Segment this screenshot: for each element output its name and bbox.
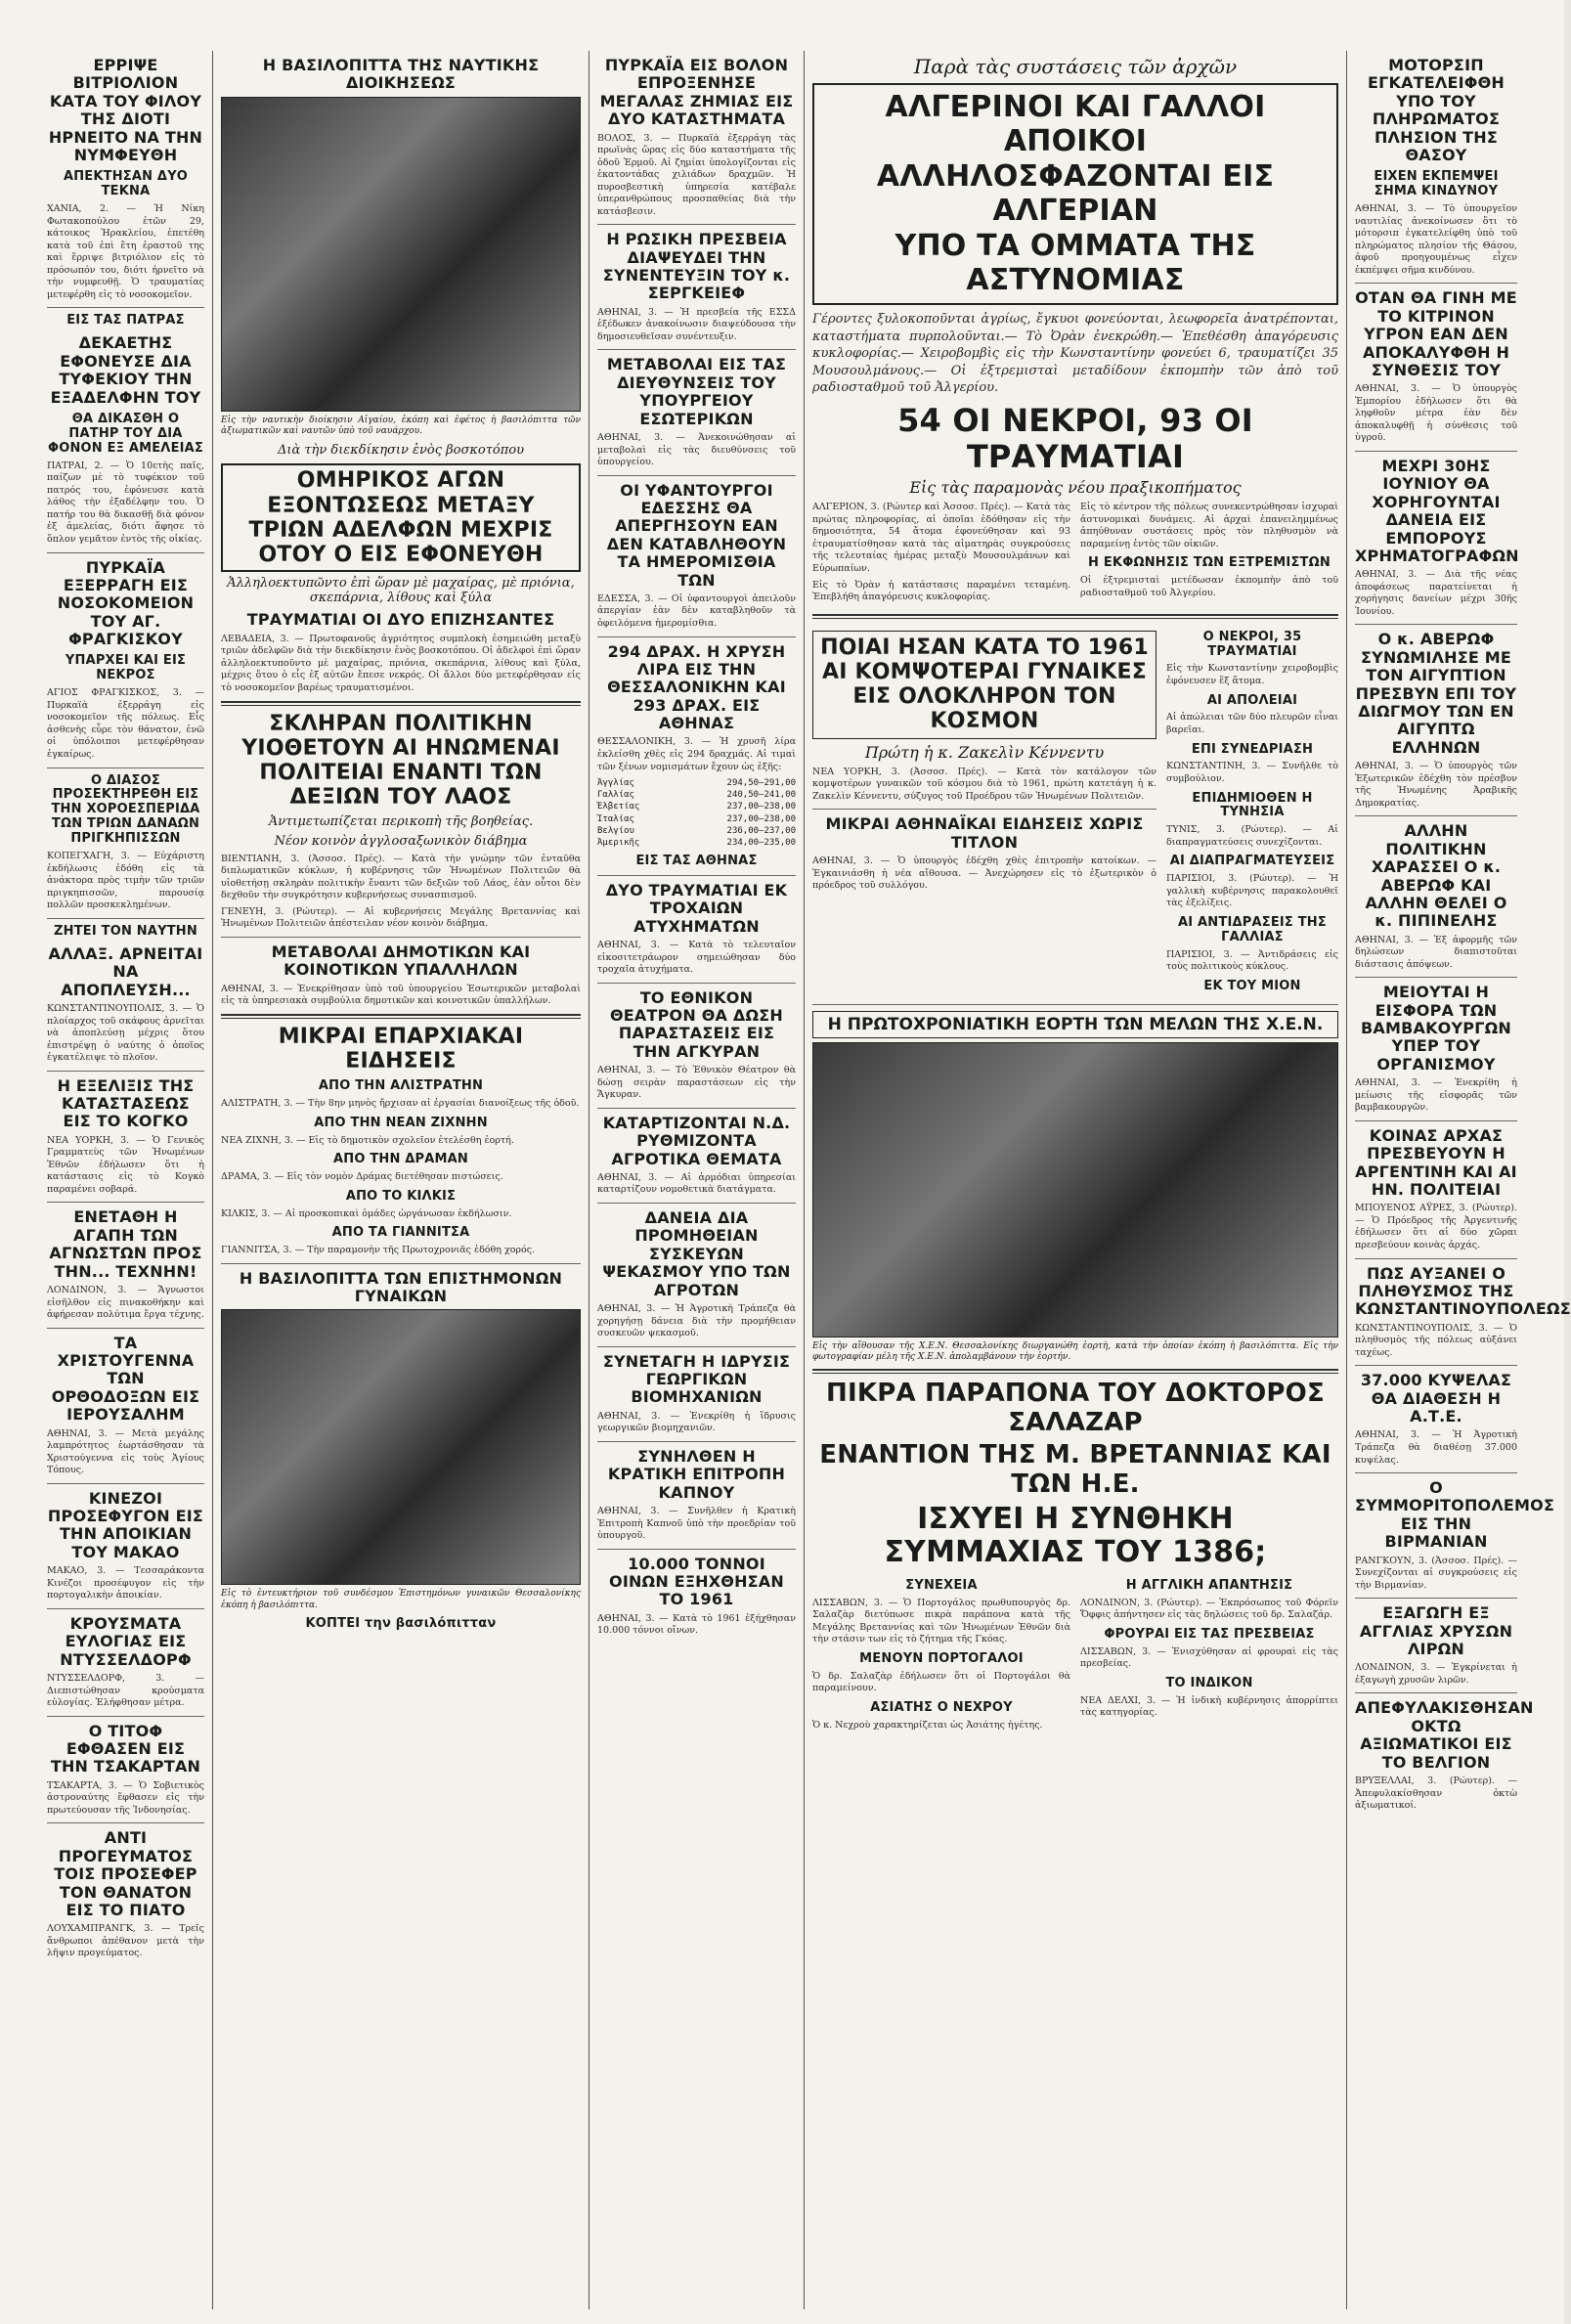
headline: ΜΕΤΑΒΟΛΑΙ ΕΙΣ ΤΑΣ ΔΙΕΥΘΥΝΣΕΙΣ ΤΟΥ ΥΠΟΥΡΓΕΙΟΥ ΕΣΩΤΕΡΙΚΩΝ — [606, 355, 787, 428]
article-body: ΑΘΗΝΑΙ, 3. — Ὁ ὑπουργὸς τῶν Ἐξωτερικῶν ἐδέχθη τὸν πρέσβυν τῆς Ἡνωμένης Ἀραβικῆς Δημοκρατίας. — [1355, 761, 1517, 809]
article-body: ΠΑΡΙΣΙΟΙ, 3. — Ἀντιδράσεις εἰς τοὺς πολιτικοὺς κύκλους. — [1166, 948, 1338, 973]
section-label: ΕΚ ΤΟΥ ΜΙΟΝ — [1203, 978, 1301, 993]
section-label: ΣΥΝΕΧΕΙΑ — [905, 1577, 978, 1593]
article-body: ΑΘΗΝΑΙ, 3. — Τὸ ὑπουργεῖον ναυτιλίας ἀνεκοίνωσεν ὅτι τὸ μότορσιπ ἐγκατελείφθη ὑπὸ τοῦ πληρώματος πλησίον τῆς Θάσου, ἀφοῦ προηγουμένως εἶχεν ἐκπέμψει σῆμα κινδύνου. — [1355, 203, 1517, 276]
headline: ΜΕΙΟΥΤΑΙ Η ΕΙΣΦΟΡΑ ΤΩΝ ΒΑΜΒΑΚΟΥΡΓΩΝ ΥΠΕΡ ΤΟΥ ΟΡΓΑΝΙΣΜΟΥ — [1361, 983, 1511, 1074]
subheadline: Εἰς τὰς παραμονὰς νέου πραξικοπήματος — [909, 478, 1242, 498]
table-row: Βελγίου 236,00—237,00 — [597, 825, 796, 836]
article-body: Εἰς τὴν Κωνσταντίνην χειροβομβὶς ἐφόνευσεν ἕξ ἄτομα. — [1166, 663, 1338, 686]
photo-caption: Εἰς τὴν αἴθουσαν τῆς Χ.Ε.Ν. Θεσσαλονίκης διωργανώθη ἑορτὴ, κατὰ τὴν ὁποίαν ἐκόπη ἡ βασιλόπιττα. Εἰς τὴν φωτογραφίαν μέλη τῆς Χ.Ε.Ν. ἀπολαμβάνουν τὴν ἑορτήν. — [812, 1340, 1338, 1363]
headline: ΚΙΝΕΖΟΙ ΠΡΟΣΕΦΥΓΟΝ ΕΙΣ ΤΗΝ ΑΠΟΙΚΙΑΝ ΤΟΥ ΜΑΚΑΟ — [47, 1488, 204, 1561]
column-3 — [589, 51, 804, 2309]
article-body: ΝΕΑ ΔΕΛΧΙ, 3. — Ἡ ἰνδικὴ κυβέρνησις ἀπορρίπτει τὰς κατηγορίας. — [1080, 1694, 1338, 1719]
headline: ΣΥΝΕΤΑΓΗ Η ΙΔΡΥΣΙΣ ΓΕΩΡΓΙΚΩΝ ΒΙΟΜΗΧΑΝΙΩΝ — [602, 1351, 791, 1407]
divider — [812, 1369, 1338, 1374]
article-body: ΑΘΗΝΑΙ, 3. — Συνῆλθεν ἡ Κρατικὴ Ἐπιτροπὴ Καπνοῦ ὑπὸ τὴν προεδρίαν τοῦ ὑπουργοῦ. — [597, 1505, 796, 1542]
table-row: Ἀμερικῆς 234,00—235,00 — [597, 837, 796, 848]
article-body: ΠΑΡΙΣΙΟΙ, 3. (Ρώυτερ). — Ἡ γαλλικὴ κυβέρνησις παρακολουθεῖ τὰς ἐξελίξεις. — [1166, 873, 1338, 909]
divider — [47, 307, 204, 308]
section-label: ΑΙ ΔΙΑΠΡΑΓΜΑΤΕΥΣΕΙΣ — [1169, 854, 1335, 869]
article-body: ΛΙΣΣΑΒΩΝ, 3. — Ἐνισχύθησαν αἱ φρουραὶ εἰς τὰς πρεσβείας. — [1080, 1645, 1338, 1670]
section-label: ΑΠΟ ΤΗΝ ΝΕΑΝ ΖΙΧΝΗΝ — [314, 1115, 488, 1130]
headline: ΜΙΚΡΑΙ ΕΠΑΡΧΙΑΚΑΙ ΕΙΔΗΣΕΙΣ — [278, 1024, 524, 1074]
headline: ΠΙΚΡΑ ΠΑΡΑΠΟΝΑ ΤΟΥ ΔΟΚΤΟΡΟΣ ΣΑΛΑΖΑΡ — [826, 1379, 1325, 1438]
article-body: ΑΘΗΝΑΙ, 3. — Ἐνεκρίθη ἡ μείωσις τῆς εἰσφορᾶς τῶν βαμβακουργῶν. — [1355, 1077, 1517, 1114]
section-label: ΑΙ ΑΝΤΙΔΡΑΣΕΙΣ ΤΗΣ ΓΑΛΛΙΑΣ — [1178, 914, 1327, 944]
article-body: Εἰς τὸ Ὀρὰν ἡ κατάστασις παραμένει τεταμένη. Ἐπεβλήθη ἀπαγόρευσις κυκλοφορίας. — [812, 579, 1070, 603]
main-headline: ΥΠΟ ΤΑ ΟΜΜΑΤΑ ΤΗΣ ΑΣΤΥΝΟΜΙΑΣ — [895, 229, 1256, 297]
divider — [597, 983, 796, 984]
article-body: ΒΡΥΞΕΛΛΑΙ, 3. (Ρώυτερ). — Ἀπεφυλακίσθησαν ὀκτὼ ἀξιωματικοί. — [1355, 1776, 1517, 1812]
headline: 10.000 ΤΟΝΝΟΙ ΟΙΝΩΝ ΕΞΗΧΘΗΣΑΝ ΤΟ 1961 — [609, 1554, 784, 1609]
divider — [1355, 1598, 1517, 1599]
article-body: ΛΟΝΔΙΝΟΝ, 3. (Ρώυτερ). — Ἐκπρόσωπος τοῦ Φόρεϊν Ὄφφις ἀπήντησεν εἰς τὰς δηλώσεις τοῦ δρ. Σαλαζάρ. — [1080, 1597, 1338, 1621]
divider — [812, 809, 1156, 810]
article-body: ΑΘΗΝΑΙ, 3. — Αἱ ἁρμόδιαι ὑπηρεσίαι καταρτίζουν νομοθετικὰ διατάγματα. — [597, 1171, 796, 1196]
headline: ΜΕΤΑΒΟΛΑΙ ΔΗΜΟΤΙΚΩΝ ΚΑΙ ΚΟΙΝΟΤΙΚΩΝ ΥΠΑΛΛΗΛΩΝ — [271, 942, 531, 980]
headline: ΤΑ ΧΡΙΣΤΟΥΓΕΝΝΑ ΤΩΝ ΟΡΘΟΔΟΞΩΝ ΕΙΣ ΙΕΡΟΥΣΑΛΗΜ — [51, 1333, 200, 1425]
photo-caption: Εἰς τὴν ναυτικὴν διοίκησιν Αἰγαίου, ἐκόπη καὶ ἐφέτος ἡ βασιλόπιττα τῶν ἀξιωματικῶν καὶ ναυτῶν ὑπὸ τοῦ ναυάρχου. — [221, 415, 581, 437]
article-body: Ὁ κ. Νεχροὺ χαρακτηρίζεται ὡς Ἀσιάτης ἡγέτης. — [812, 1719, 1043, 1731]
article-body: Αἱ ἀπώλειαι τῶν δύο πλευρῶν εἶναι βαρεῖαι. — [1166, 712, 1338, 735]
article-body: ΚΩΝΣΤΑΝΤΙΝΟΥΠΟΛΙΣ, 3. — Ὁ πληθυσμὸς τῆς πόλεως αὐξάνει ταχέως. — [1355, 1322, 1517, 1358]
table-row: Ἑλβετίας 237,00—238,00 — [597, 802, 796, 812]
headline: ΤΟ ΕΘΝΙΚΟΝ ΘΕΑΤΡΟΝ ΘΑ ΔΩΣΗ ΠΑΡΑΣΤΑΣΕΙΣ ΕΙΣ ΤΗΝ ΑΓΚΥΡΑΝ — [610, 987, 783, 1061]
subheadline: Πρώτη ἡ κ. Ζακελὶν Κέννεντυ — [864, 742, 1105, 762]
section-label: ΖΗΤΕΙ ΤΟΝ ΝΑΥΤΗΝ — [54, 923, 197, 939]
photo-title: Η ΒΑΣΙΛΟΠΙΤΤΑ ΤΩΝ ΕΠΙΣΤΗΜΟΝΩΝ ΓΥΝΑΙΚΩΝ — [239, 1268, 563, 1306]
section-label: ΜΕΝΟΥΝ ΠΟΡΤΟΓΑΛΟΙ — [859, 1650, 1024, 1666]
headline: ΠΟΙΑΙ ΗΣΑΝ ΚΑΤΑ ΤΟ 1961 ΑΙ ΚΟΜΨΟΤΕΡΑΙ ΓΥΝΑΙΚΕΣ ΕΙΣ ΟΛΟΚΛΗΡΟΝ ΤΟΝ ΚΟΣΜΟΝ — [812, 631, 1156, 739]
photo-caption: Εἰς τὸ ἐντευκτήριον τοῦ συνδέσμου Ἐπιστημόνων γυναικῶν Θεσσαλονίκης ἐκόπη ἡ βασιλόπιττα. — [221, 1589, 581, 1610]
photo-title: Η ΒΑΣΙΛΟΠΙΤΤΑ ΤΗΣ ΝΑΥΤΙΚΗΣ ΔΙΟΙΚΗΣΕΩΣ — [262, 56, 540, 93]
article-body: ΑΘΗΝΑΙ, 3. — Ἡ πρεσβεία τῆς ΕΣΣΔ ἐξέδωκεν ἀνακοίνωσιν διαψεύδουσα τὴν δημοσιευθεῖσαν συνέντευξιν. — [597, 306, 796, 342]
headline: 294 ΔΡΑΧ. Η ΧΡΥΣΗ ΛΙΡΑ ΕΙΣ ΤΗΝ ΘΕΣΣΑΛΟΝΙΚΗΝ ΚΑΙ 293 ΔΡΑΧ. ΕΙΣ ΑΘΗΝΑΣ — [607, 641, 786, 733]
subheadline: Νέον κοινὸν ἀγγλοσαξωνικὸν διάβημα — [274, 833, 528, 849]
divider — [597, 1346, 796, 1347]
divider — [221, 1014, 581, 1019]
article-body: ΑΘΗΝΑΙ, 3. — Ἡ Ἀγροτικὴ Τράπεζα θὰ διαθέσῃ 37.000 κυψέλας. — [1355, 1429, 1517, 1466]
divider — [1355, 1120, 1517, 1121]
headline: ΕΡΡΙΨΕ ΒΙΤΡΙΟΛΙΟΝ ΚΑΤΑ ΤΟΥ ΦΙΛΟΥ ΤΗΣ ΔΙΟΤΙ ΗΡΝΕΙΤΟ ΝΑ ΤΗΝ ΝΥΜΦΕΥΘΗ — [48, 56, 203, 164]
article-body: ΓΙΑΝΝΙΤΣΑ, 3. — Τὴν παραμονὴν τῆς Πρωτοχρονιᾶς ἐδόθη χορός. — [221, 1245, 536, 1256]
article-body: ΛΟΥΧΑΜΠΡΑΝΓΚ, 3. — Τρεῖς ἄνθρωποι ἀπέθανον μετὰ τὴν λῆψιν προγεύματος. — [47, 1923, 204, 1959]
headline: ΚΑΤΑΡΤΙΖΟΝΤΑΙ Ν.Δ. ΡΥΘΜΙΖΟΝΤΑ ΑΓΡΟΤΙΚΑ ΘΕΜΑΤΑ — [602, 1113, 791, 1168]
headline: ΟΙ ΥΦΑΝΤΟΥΡΓΟΙ ΕΔΕΣΣΗΣ ΘΑ ΑΠΕΡΓΗΣΟΥΝ ΕΑΝ ΔΕΝ ΚΑΤΑΒΛΗΘΟΥΝ ΤΑ ΗΜΕΡΟΜΙΣΘΙΑ ΤΩΝ — [606, 480, 787, 590]
main-headline-box — [812, 83, 1338, 305]
article-body: Ὁ δρ. Σαλαζὰρ ἐδήλωσεν ὅτι οἱ Πορτογάλοι θὰ παραμείνουν. — [812, 1670, 1070, 1694]
section-label: ΕΙΣ ΤΑΣ ΑΘΗΝΑΣ — [635, 853, 758, 868]
photo-caption: ΚΟΠΤΕΙ την βασιλόπιτταν — [305, 1615, 497, 1631]
subheadline: Ἀλληλοεκτυπῶντο ἐπὶ ὥραν μὲ μαχαίρας, μὲ πριόνια, σκεπάρνια, λίθους καὶ ξύλα — [227, 576, 575, 606]
article-body: ΧΑΝΙΑ, 2. — Ἡ Νίκη Φωτακοπούλου ἐτῶν 29, κάτοικος Ἠρακλείου, ἐπετέθη κατὰ τοῦ ἐπὶ ἔτη ἐραστοῦ της καὶ ἔρριψε βιτριόλιον εἰς τὸ πρόσωπόν του, διότι ἠρνεῖτο νὰ τὴν νυμφευθῇ. Ὁ τραυματίας μετεφέρθη εἰς τὸ νοσοκομεῖον. — [47, 203, 204, 300]
article-body: ΑΘΗΝΑΙ, 3. — Ἐξ ἀφορμῆς τῶν δηλώσεων διαπιστοῦται διάστασις ἀπόψεων. — [1355, 934, 1517, 970]
headline: Ο ΣΥΜΜΟΡΙΤΟΠΟΛΕΜΟΣ ΕΙΣ ΤΗΝ ΒΙΡΜΑΝΙΑΝ — [1355, 1478, 1555, 1552]
divider — [597, 1108, 796, 1109]
article-body: ΑΘΗΝΑΙ, 3. — Ἡ Ἀγροτικὴ Τράπεζα θὰ χορηγήσῃ δάνεια διὰ τὴν προμήθειαν συσκευῶν ψεκασμοῦ. — [597, 1302, 796, 1339]
article-body: ΚΩΝΣΤΑΝΤΙΝΗ, 3. — Συνῆλθε τὸ συμβούλιον. — [1166, 761, 1338, 784]
divider — [1355, 977, 1517, 978]
headline: ΔΕΚΑΕΤΗΣ ΕΦΟΝΕΥΣΕ ΔΙΑ ΤΥΦΕΚΙΟΥ ΤΗΝ ΕΞΑΔΕΛΦΗΝ ΤΟΥ — [50, 333, 201, 407]
divider — [597, 636, 796, 637]
main-headline: ΑΛΓΕΡΙΝΟΙ ΚΑΙ ΓΑΛΛΟΙ ΑΠΟΙΚΟΙ — [885, 90, 1266, 158]
divider — [1355, 1472, 1517, 1473]
divider — [47, 1716, 204, 1717]
article-body: ΝΕΑ ΖΙΧΝΗ, 3. — Εἰς τὸ δημοτικὸν σχολεῖον ἐτελέσθη ἑορτή. — [221, 1134, 514, 1146]
headline: ΔΑΝΕΙΑ ΔΙΑ ΠΡΟΜΗΘΕΙΑΝ ΣΥΣΚΕΥΩΝ ΨΕΚΑΣΜΟΥ ΥΠΟ ΤΩΝ ΑΓΡΟΤΩΝ — [602, 1208, 791, 1299]
article-body: ΚΩΝΣΤΑΝΤΙΝΟΥΠΟΛΙΣ, 3. — Ὁ πλοίαρχος τοῦ σκάφους ἀρνεῖται νὰ ἀποπλεύσῃ μέχρις ὅτου ἐπιστρέψῃ ὁ ναύτης ὁ ὁποῖος ἐγκατέλειψε τὸ πλοῖον. — [47, 1002, 204, 1064]
headline: ΠΩΣ ΑΥΞΑΝΕΙ Ο ΠΛΗΘΥΣΜΟΣ ΤΗΣ ΚΩΝΣΤΑΝΤΙΝΟΥΠΟΛΕΩΣ — [1355, 1263, 1571, 1319]
column-1 — [39, 51, 212, 2309]
table-row: Ἰταλίας 237,00—238,00 — [597, 813, 796, 824]
main-headline: ΑΛΛΗΛΟΣΦΑΖΟΝΤΑΙ ΕΙΣ ΑΛΓΕΡΙΑΝ — [876, 159, 1275, 228]
currency-table — [597, 777, 796, 849]
headline: Ο ΔΙΑΣΟΣ ΠΡΟΣΕΚΤΗΡΕΘΗ ΕΙΣ ΤΗΝ ΧΟΡΟΕΣΠΕΡΙΔΑ ΤΩΝ ΤΡΙΩΝ ΔΑΝΑΩΝ ΠΡΙΓΚΗΠΙΣΣΩΝ — [51, 772, 200, 847]
article-body: ΑΘΗΝΑΙ, 3. — Διὰ τῆς νέας ἀποφάσεως παρατείνεται ἡ χορήγησις δανείων μέχρι 30ῆς Ἰουνίου. — [1355, 569, 1517, 617]
photo-navy-cake — [221, 97, 581, 412]
divider — [1355, 283, 1517, 284]
section-label: Ο ΝΕΚΡΟΙ, 35 ΤΡΑΥΜΑΤΙΑΙ — [1202, 629, 1302, 659]
headline: 37.000 ΚΥΨΕΛΑΣ ΘΑ ΔΙΑΘΕΣΗ Η Α.Τ.Ε. — [1360, 1371, 1512, 1426]
divider — [597, 349, 796, 350]
headline: ΕΝΕΤΑΘΗ Η ΑΓΑΠΗ ΤΩΝ ΑΓΝΩΣΤΩΝ ΠΡΟΣ ΤΗΝ... ΤΕΧΝΗΝ! — [49, 1207, 202, 1281]
headline: Η ΕΞΕΛΙΞΙΣ ΤΗΣ ΚΑΤΑΣΤΑΣΕΩΣ ΕΙΣ ΤΟ ΚΟΓΚΟ — [57, 1075, 195, 1131]
article-body: ΑΛΓΕΡΙΟΝ, 3. (Ρώυτερ καὶ Ἀσσοσ. Πρές). — Κατὰ τὰς πρώτας πληροφορίας, αἱ ὁποῖαι ἐδόθησαν εἰς τὴν δημοσιότητα, 54 ἄτομα ἐφονεύθησαν καὶ 93 ἐτραυματίσθησαν κατὰ τὰς αἱματηρὰς συγκρούσεις τῆς τελευταίας ἡμέρας μεταξὺ Μουσουλμάνων καὶ Εὐρωπαίων. — [812, 502, 1070, 574]
headline: Η ΡΩΣΙΚΗ ΠΡΕΣΒΕΙΑ ΔΙΑΨΕΥΔΕΙ ΤΗΝ ΣΥΝΕΝΤΕΥΞΙΝ ΤΟΥ κ. ΣΕΡΓΚΕΙΕΦ — [602, 230, 791, 303]
headline: ΙΣΧΥΕΙ Η ΣΥΝΘΗΚΗ ΣΥΜΜΑΧΙΑΣ ΤΟΥ 1386; — [884, 1501, 1267, 1570]
headline: ΕΞΑΓΩΓΗ ΕΞ ΑΓΓΛΙΑΣ ΧΡΥΣΩΝ ΛΙΡΩΝ — [1359, 1603, 1513, 1658]
divider — [812, 614, 1338, 619]
divider — [597, 475, 796, 476]
kicker: Διὰ τὴν διεκδίκησιν ἑνὸς βοσκοτόπου — [277, 443, 525, 459]
subheadline: ΤΡΑΥΜΑΤΙΑΙ ΟΙ ΔΥΟ ΕΠΙΖΗΣΑΝΤΕΣ — [246, 610, 555, 630]
article-body: ΝΕΑ ΥΟΡΚΗ, 3. — Ὁ Γενικὸς Γραμματεὺς τῶν Ἡνωμένων Ἐθνῶν ἐδήλωσεν ὅτι ἡ κατάστασις εἰς τὸ Κογκὸ παραμένει σοβαρά. — [47, 1134, 204, 1195]
article-body: ΒΟΛΟΣ, 3. — Πυρκαϊὰ ἐξερράγη τὰς πρωϊνὰς ὥρας εἰς δύο καταστήματα τῆς ὁδοῦ Ἑρμοῦ. Αἱ ζημίαι ὑπολογίζονται εἰς ἑκατοντάδας χιλιάδων δραχμῶν. Ἡ πυροσβεστικὴ ὑπηρεσία κατέβαλε ὑπερανθρώπους προσπαθείας διὰ τὴν κατάσβεσιν. — [597, 132, 796, 217]
lower-right — [1166, 625, 1338, 998]
divider — [597, 1203, 796, 1204]
headline: ΑΠΕΦΥΛΑΚΙΣΘΗΣΑΝ ΟΚΤΩ ΑΞΙΩΜΑΤΙΚΟΙ ΕΙΣ ΤΟ ΒΕΛΓΙΟΝ — [1355, 1698, 1534, 1772]
divider — [47, 1608, 204, 1609]
column-5 — [1347, 51, 1571, 2309]
deck: Γέροντες ξυλοκοποῦνται ἀγρίως, ἔγκυοι φονεύονται, λεωφορεῖα ἀνατρέπονται, καταστήματα πυρπολοῦνται.— Τὸ Ὀρὰν ἐνεκρώθη.— Ἐπεθέσθη ἀπαγόρευσις κυκλοφορίας.— Χειροβομβὶς εἰς τὴν Κωνσταντίνην φονεύει 6, τραυματίζει 35 Μουσουλμάνους.— Οἱ ἐξτρεμισταὶ μεταδίδουν ἐκπομπὴν τῶν ἀπὸ τοῦ ραδιοσταθμοῦ τοῦ Ἀλγερίου. — [812, 312, 1338, 396]
section-label: ΑΙ ΑΠΟΛΕΙΑΙ — [1206, 692, 1298, 708]
headline: ΠΥΡΚΑΪΑ ΕΞΕΡΡΑΓΗ ΕΙΣ ΝΟΣΟΚΟΜΕΙΟΝ ΤΟΥ ΑΓ. ΦΡΑΓΚΙΣΚΟΥ — [57, 557, 195, 649]
section-label: ΕΠΙΔΗΜΙΟΘΕΝ Η ΤΥΝΗΣΙΑ — [1192, 790, 1313, 820]
headline: ΜΕΧΡΙ 30ΗΣ ΙΟΥΝΙΟΥ ΘΑ ΧΟΡΗΓΟΥΝΤΑΙ ΔΑΝΕΙΑ ΕΙΣ ΕΜΠΟΡΟΥΣ ΧΡΗΜΑΤΟΓΡΑΦΩΝ — [1355, 457, 1519, 565]
subheadline: ΘΑ ΔΙΚΑΣΘΗ Ο ΠΑΤΗΡ ΤΟΥ ΔΙΑ ΦΟΝΟΝ ΕΞ ΑΜΕΛΕΙΑΣ — [47, 411, 204, 456]
divider — [47, 1483, 204, 1484]
article-body: ΛΕΒΑΔΕΙΑ, 3. — Πρωτοφανοῦς ἀγριότητος συμπλοκὴ ἐσημειώθη μεταξὺ τριῶν ἀδελφῶν διὰ τὴν διεκδίκησιν ἑνὸς βοσκοτόπου. Οἱ ἀδελφοὶ ἐπὶ ὥραν ἀλληλοεκτυποῦντο μὲ μαχαίρας, πριόνια, σκεπάρνια, λίθους καὶ ξύλα, μέχρις ὅτου ὁ εἷς ἐξ αὐτῶν ἔπεσε νεκρός. Οἱ ἄλλοι δύο μετεφέρθησαν εἰς τὸ νοσοκομεῖον βαρέως τραυματισμένοι. — [221, 633, 581, 693]
divider — [47, 552, 204, 553]
salazar-columns — [812, 1573, 1338, 1736]
section-label: Η ΕΚΦΩΝΗΣΙΣ ΤΩΝ ΕΞΤΡΕΜΙΣΤΩΝ — [1088, 555, 1331, 571]
article-body: ΕΔΕΣΣΑ, 3. — Οἱ ὑφαντουργοὶ ἀπειλοῦν ἀπεργίαν ἐὰν δὲν καταβληθοῦν τὰ ὀφειλόμενα ἡμερομίσθια. — [597, 592, 796, 629]
divider — [597, 224, 796, 225]
subheadline: ΑΠΕΚΤΗΣΑΝ ΔΥΟ ΤΕΚΝΑ — [63, 169, 189, 199]
article-body: ΤΣΑΚΑΡΤΑ, 3. — Ὁ Σοβιετικὸς ἀστροναύτης ἔφθασεν εἰς τὴν πρωτεύουσαν τῆς Ἰνδονησίας. — [47, 1779, 204, 1816]
divider — [47, 1071, 204, 1072]
article-body: Εἰς τὸ κέντρον τῆς πόλεως συνεκεντρώθησαν ἰσχυραὶ ἀστυνομικαὶ δυνάμεις. Αἱ ἀρχαὶ ἐπανειλημμένως ἀπηύθυναν συστάσεις πρὸς τὸν πληθυσμὸν νὰ παραμείνῃ ἐντὸς τῶν οἰκιῶν. — [1080, 502, 1338, 549]
section-label: ΑΠΟ ΤΑ ΓΙΑΝΝΙΤΣΑ — [331, 1225, 470, 1241]
article-body: ΚΟΠΕΓΧΑΓΗ, 3. — Εὐχάριστη ἐκδήλωσις ἐδόθη εἰς τὰ ἀνάκτορα πρὸς τιμὴν τῶν τριῶν πριγκηπισσῶν, παρουσίᾳ πολλῶν προσκεκλημένων. — [47, 851, 204, 911]
headline: ΟΤΑΝ ΘΑ ΓΙΝΗ ΜΕ ΤΟ ΚΙΤΡΙΝΟΝ ΥΓΡΟΝ ΕΑΝ ΔΕΝ ΑΠΟΚΑΛΥΦΘΗ Η ΣΥΝΘΕΣΙΣ ΤΟΥ — [1355, 288, 1517, 379]
divider — [47, 1202, 204, 1203]
headline: ΕΝΑΝΤΙΟΝ ΤΗΣ Μ. ΒΡΕΤΑΝΝΙΑΣ ΚΑΙ ΤΩΝ Η.Ε. — [819, 1440, 1331, 1500]
headline: ΠΥΡΚΑΪΑ ΕΙΣ ΒΟΛΟΝ ΕΠΡΟΞΕΝΗΣΕ ΜΕΓΑΛΑΣ ΖΗΜΙΑΣ ΕΙΣ ΔΥΟ ΚΑΤΑΣΤΗΜΑΤΑ — [599, 56, 794, 129]
article-body: Οἱ ἐξτρεμισταὶ μετέδωσαν ἐκπομπὴν ἀπὸ τοῦ ραδιοσταθμοῦ τοῦ Ἀλγερίου. — [1080, 575, 1338, 598]
article-body: ΚΙΛΚΙΣ, 3. — Αἱ προσκοπικαὶ ὁμάδες ὠργάνωσαν ἐκδήλωσιν. — [221, 1207, 512, 1219]
photo-women-scientists — [221, 1309, 581, 1585]
table-row: Γαλλίας 240,50—241,00 — [597, 790, 796, 801]
headline: ΑΛΛΑΞ. ΑΡΝΕΙΤΑΙ ΝΑ ΑΠΟΠΛΕΥΣΗ... — [48, 943, 203, 999]
column-2 — [213, 51, 589, 2309]
headline: ΣΚΛΗΡΑΝ ΠΟΛΙΤΙΚΗΝ ΥΙΟΘΕΤΟΥΝ ΑΙ ΗΝΩΜΕΝΑΙ ΠΟΛΙΤΕΙΑΙ ΕΝΑΝΤΙ ΤΩΝ ΔΕΞΙΩΝ ΤΟΥ ΛΑΟΣ — [241, 711, 560, 811]
divider — [47, 767, 204, 768]
table-row: Ἀγγλίας 294,50—291,00 — [597, 778, 796, 789]
article-body: ΑΘΗΝΑΙ, 3. — Ὁ ὑπουργὸς ἐδέχθη χθὲς ἐπιτροπὴν κατοίκων. — Ἐγκαινιάσθη ἡ νέα αἴθουσα. — Ἀνεχώρησεν εἰς τὸ ἐξωτερικὸν ὁ πρόεδρος τοῦ συλλόγου. — [812, 855, 1156, 892]
headline: ΔΥΟ ΤΡΑΥΜΑΤΙΑΙ ΕΚ ΤΡΟΧΑΙΩΝ ΑΤΥΧΗΜΑΤΩΝ — [605, 880, 788, 936]
divider — [812, 1004, 1338, 1005]
divider — [47, 918, 204, 919]
subheadline: ΥΠΑΡΧΕΙ ΚΑΙ ΕΙΣ ΝΕΚΡΟΣ — [65, 653, 187, 683]
divider — [597, 1441, 796, 1442]
headline: ΑΛΛΗΝ ΠΟΛΙΤΙΚΗΝ ΧΑΡΑΣΣΕΙ Ο κ. ΑΒΕΡΩΦ ΚΑΙ ΑΛΛΗΝ ΘΕΛΕΙ Ο κ. ΠΙΠΙΝΕΛΗΣ — [1365, 821, 1507, 931]
article-body: ΤΥΝΙΣ, 3. (Ρώυτερ). — Αἱ διαπραγματεύσεις συνεχίζονται. — [1166, 824, 1338, 848]
headline: 54 ΟΙ ΝΕΚΡΟΙ, 93 ΟΙ ΤΡΑΥΜΑΤΙΑΙ — [897, 401, 1253, 475]
section-label: ΑΣΙΑΤΗΣ Ο ΝΕΧΡΟΥ — [870, 1699, 1013, 1715]
article-body: ΑΘΗΝΑΙ, 3. — Ἀνεκοινώθησαν αἱ μεταβολαὶ εἰς τὰς διευθύνσεις τοῦ ὑπουργείου. — [597, 432, 796, 468]
section-label: ΑΠΟ ΤΟ ΚΙΛΚΙΣ — [345, 1188, 457, 1204]
headline: ΜΟΤΟΡΣΙΠ ΕΓΚΑΤΕΛΕΙΦΘΗ ΥΠΟ ΤΟΥ ΠΛΗΡΩΜΑΤΟΣ ΠΛΗΣΙΟΝ ΤΗΣ ΘΑΣΟΥ — [1367, 56, 1505, 164]
divider — [221, 1263, 581, 1264]
headline: ΑΝΤΙ ΠΡΟΓΕΥΜΑΤΟΣ ΤΟΙΣ ΠΡΟΣΕΦΕΡ ΤΟΝ ΘΑΝΑΤΟΝ ΕΙΣ ΤΟ ΠΙΑΤΟ — [54, 1828, 197, 1919]
article-body: ΑΛΙΣΤΡΑΤΗ, 3. — Τὴν 8ην μηνὸς ἤρχισαν αἱ ἐργασίαι διανοίξεως τῆς ὁδοῦ. — [221, 1098, 580, 1110]
lower-section — [812, 625, 1338, 998]
divider — [1355, 1258, 1517, 1259]
divider — [597, 1549, 796, 1550]
section-label: ΤΟ ΙΝΔΙΚΟΝ — [1165, 1675, 1253, 1690]
headline: ΟΜΗΡΙΚΟΣ ΑΓΩΝ ΕΞΟΝΤΩΣΕΩΣ ΜΕΤΑΞΥ ΤΡΙΩΝ ΑΔΕΛΦΩΝ ΜΕΧΡΙΣ ΟΤΟΥ Ο ΕΙΣ ΕΦΟΝΕΥΘΗ — [221, 463, 581, 572]
divider — [1355, 1365, 1517, 1366]
article-body: ΜΠΟΥΕΝΟΣ ΑΫΡΕΣ, 3. (Ρώυτερ). — Ὁ Πρόεδρος τῆς Ἀργεντινῆς ἐδήλωσεν ὅτι αἱ δύο χῶραι πρεσβεύουν κοινὰς ἀρχάς. — [1355, 1203, 1517, 1250]
article-body: ΘΕΣΣΑΛΟΝΙΚΗ, 3. — Ἡ χρυσῆ λίρα ἐκλείσθη χθὲς εἰς 294 δραχμάς. Αἱ τιμαὶ τῶν ξένων νομισμάτων ἔχουν ὡς ἑξῆς: — [597, 736, 796, 772]
section-label: ΑΠΟ ΤΗΝ ΔΡΑΜΑΝ — [333, 1152, 468, 1167]
section-label: Η ΑΓΓΛΙΚΗ ΑΠΑΝΤΗΣΙΣ — [1125, 1577, 1293, 1593]
kicker: Παρὰ τὰς συστάσεις τῶν ἀρχῶν — [913, 55, 1238, 78]
article-body: ΛΙΣΣΑΒΩΝ, 3. — Ὁ Πορτογάλος πρωθυπουργὸς δρ. Σαλαζὰρ διετύπωσε πικρὰ παράπονα κατὰ τῆς Μεγάλης Βρεταννίας καὶ τῶν Ἡνωμένων Ἐθνῶν διὰ τὴν στάσιν των εἰς τὸ ζήτημα τῆς Γκόας. — [812, 1597, 1070, 1645]
divider — [47, 1822, 204, 1823]
divider — [221, 937, 581, 938]
subheadline: Ἀντιμετωπίζεται περικοπὴ τῆς βοηθείας. — [268, 813, 534, 829]
article-body: ΡΑΝΓΚΟΥΝ, 3. (Ἀσσοσ. Πρές). — Συνεχίζονται αἱ συγκρούσεις εἰς τὴν Βιρμανίαν. — [1355, 1555, 1517, 1591]
article-body: ΑΘΗΝΑΙ, 3. — Μετὰ μεγάλης λαμπρότητος ἑωρτάσθησαν τὰ Χριστούγεννα εἰς τοὺς Ἁγίους Τόπους. — [47, 1427, 204, 1476]
headline: Ο κ. ΑΒΕΡΩΦ ΣΥΝΩΜΙΛΗΣΕ ΜΕ ΤΟΝ ΑΙΓΥΠΤΙΟΝ ΠΡΕΣΒΥΝ ΕΠΙ ΤΟΥ ΔΙΩΓΜΟΥ ΤΩΝ ΕΝ ΑΙΓΥΠΤΩ ΕΛΛΗΝΩΝ — [1355, 630, 1517, 757]
article-body: ΑΓΙΟΣ ΦΡΑΓΚΙΣΚΟΣ, 3. — Πυρκαϊὰ ἐξερράγη εἰς νοσοκομεῖον τῆς πόλεως. Εἷς ἀσθενὴς εὗρε τὸν θάνατον, ἐνῶ οἱ ὑπόλοιποι μετεφέρθησαν ἐγκαίρως. — [47, 687, 204, 760]
article-body: ΠΑΤΡΑΙ, 2. — Ὁ 10ετὴς παῖς, παίζων μὲ τὸ τυφέκιον τοῦ πατρός του, ἐφόνευσε κατὰ λάθος τὴν ἐξαδέλφην του. Ὁ πατήρ του θὰ δικασθῇ διὰ φόνον ἐξ ἀμελείας, διότι ἄφησε τὸ ὅπλον γεμᾶτον ἐντὸς τῆς οἰκίας. — [47, 460, 204, 545]
lower-left — [812, 625, 1156, 998]
photo-title: Η ΠΡΩΤΟΧΡΟΝΙΑΤΙΚΗ ΕΟΡΤΗ ΤΩΝ ΜΕΛΩΝ ΤΗΣ Χ.Ε.Ν. — [812, 1011, 1338, 1038]
article-body: ΑΘΗΝΑΙ, 3. — Κατὰ τὸ 1961 ἐξήχθησαν 10.000 τόννοι οἴνων. — [597, 1612, 796, 1637]
subheadline: ΕΙΧΕΝ ΕΚΠΕΜΨΕΙ ΣΗΜΑ ΚΙΝΔΥΝΟΥ — [1374, 169, 1499, 199]
divider — [597, 875, 796, 876]
divider — [221, 701, 581, 706]
photo-new-year-event — [812, 1042, 1338, 1337]
article-body: ΑΘΗΝΑΙ, 3. — Τὸ Ἐθνικὸν Θέατρον θὰ δώσῃ σειρὰν παραστάσεων εἰς τὴν Ἄγκυραν. — [597, 1065, 796, 1101]
article-body: ΑΘΗΝΑΙ, 3. — Ἐνεκρίθησαν ὑπὸ τοῦ ὑπουργείου Ἐσωτερικῶν μεταβολαὶ εἰς τὰ ὑπηρεσιακὰ συμβούλια δημοτικῶν καὶ κοινοτικῶν ὑπαλλήλων. — [221, 983, 581, 1007]
article-body: ΑΘΗΝΑΙ, 3. — Ὁ ὑπουργὸς Ἐμπορίου ἐδήλωσεν ὅτι θὰ ληφθοῦν μέτρα ἐὰν δὲν ἀποκαλυφθῇ ἡ σύνθεσις τοῦ ὑγροῦ. — [1355, 383, 1517, 444]
article-body: ΛΟΝΔΙΝΟΝ, 3. — Ἄγνωστοι εἰσῆλθον εἰς πινακοθήκην καὶ ἀφήρεσαν πολύτιμα ἔργα τέχνης. — [47, 1285, 204, 1321]
article-body: ΓΕΝΕΥΗ, 3. (Ρώυτερ). — Αἱ κυβερνήσεις Μεγάλης Βρεταννίας καὶ Ἡνωμένων Πολιτειῶν ἀπέστειλαν νέον κοινὸν διάβημα. — [221, 905, 581, 930]
article-body: ΒΙΕΝΤΙΑΝΗ, 3. (Ἀσσοσ. Πρές). — Κατὰ τὴν γνώμην τῶν ἐνταῦθα διπλωματικῶν κύκλων, ἡ κυβέρνησις τῶν Ἡνωμένων Πολιτειῶν θὰ υἱοθετήσῃ σκληρὰν πολιτικὴν ἔναντι τῶν δεξιῶν τοῦ Λάος, ἐὰν οὗτοι δὲν δεχθοῦν τὴν συγκρότησιν κυβερνήσεως συνασπισμοῦ. — [221, 853, 581, 901]
section-label: ΕΠΙ ΣΥΝΕΔΡΙΑΣΗ — [1191, 741, 1314, 757]
article-body: ΜΑΚΑΟ, 3. — Τεσσαράκοντα Κινέζοι προσέφυγον εἰς τὴν πορτογαλικὴν ἀποικίαν. — [47, 1565, 204, 1601]
divider — [47, 1328, 204, 1329]
article-body: ΔΡΑΜΑ, 3. — Εἰς τὸν νομὸν Δράμας διετέθησαν πιστώσεις. — [221, 1171, 503, 1183]
divider — [1355, 451, 1517, 452]
divider — [1355, 815, 1517, 816]
article-body: ΑΘΗΝΑΙ, 3. — Κατὰ τὸ τελευταῖον εἰκοσιτετράωρον σημειώθησαν δύο τροχαῖα ἀτυχήματα. — [597, 940, 796, 976]
article-body: ΝΤΥΣΣΕΛΔΟΡΦ, 3. — Διεπιστώθησαν κρούσματα εὐλογίας. Ἐλήφθησαν μέτρα. — [47, 1673, 204, 1709]
section-label: ΦΡΟΥΡΑΙ ΕΙΣ ΤΑΣ ΠΡΕΣΒΕΙΑΣ — [1104, 1626, 1315, 1642]
headline: ΣΥΝΗΛΘΕΝ Η ΚΡΑΤΙΚΗ ΕΠΙΤΡΟΠΗ ΚΑΠΝΟΥ — [607, 1446, 786, 1502]
divider — [1355, 1692, 1517, 1693]
headline: ΚΟΙΝΑΣ ΑΡΧΑΣ ΠΡΕΣΒΕΥΟΥΝ Η ΑΡΓΕΝΤΙΝΗ ΚΑΙ ΑΙ ΗΝ. ΠΟΛΙΤΕΙΑΙ — [1355, 1125, 1517, 1199]
column-4 — [805, 51, 1346, 2309]
article-columns — [812, 502, 1338, 607]
headline: ΜΙΚΡΑΙ ΑΘΗΝΑΪΚΑΙ ΕΙΔΗΣΕΙΣ ΧΩΡΙΣ ΤΙΤΛΟΝ — [825, 814, 1144, 852]
divider — [1355, 624, 1517, 625]
article-body: ΝΕΑ ΥΟΡΚΗ, 3. (Ἀσσοσ. Πρές). — Κατὰ τὸν κατάλογον τῶν κομψοτέρων γυναικῶν τοῦ κόσμου διὰ τὸ 1961, πρώτη κατετάγη ἡ κ. Ζακελὶν Κέννεντυ, σύζυγος τοῦ Προέδρου τῶν Ἡνωμένων Πολιτειῶν. — [812, 766, 1156, 802]
section-label: ΑΠΟ ΤΗΝ ΑΛΙΣΤΡΑΤΗΝ — [318, 1078, 484, 1094]
headline: ΚΡΟΥΣΜΑΤΑ ΕΥΛΟΓΙΑΣ ΕΙΣ ΝΤΥΣΣΕΛΔΟΡΦ — [60, 1613, 192, 1669]
headline: Ο ΤΙΤΟΦ ΕΦΘΑΣΕΝ ΕΙΣ ΤΗΝ ΤΣΑΚΑΡΤΑΝ — [50, 1721, 201, 1776]
section-label: ΕΙΣ ΤΑΣ ΠΑΤΡΑΣ — [66, 313, 185, 329]
article-body: ΑΘΗΝΑΙ, 3. — Ἐνεκρίθη ἡ ἵδρυσις γεωργικῶν βιομηχανιῶν. — [597, 1410, 796, 1434]
article-body: ΛΟΝΔΙΝΟΝ, 3. — Ἐγκρίνεται ἡ ἐξαγωγὴ χρυσῶν λιρῶν. — [1355, 1662, 1517, 1686]
